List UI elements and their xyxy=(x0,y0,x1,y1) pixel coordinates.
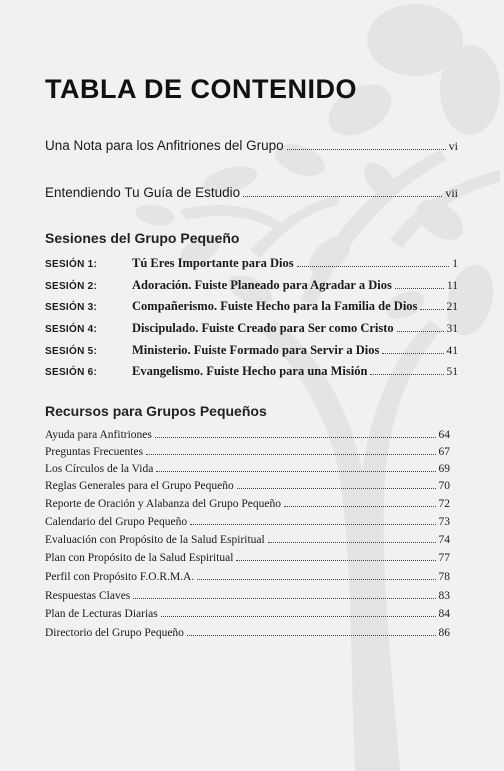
resource-page: 86 xyxy=(438,627,450,639)
dot-leader xyxy=(146,454,435,455)
dot-leader xyxy=(243,196,442,197)
dot-leader xyxy=(155,437,436,438)
session-number: SESIÓN 4: xyxy=(45,324,98,335)
toc-resource-item[interactable] xyxy=(45,552,450,564)
toc-entry-study-guide[interactable] xyxy=(45,185,458,201)
resource-page: 69 xyxy=(438,463,450,475)
toc-resource-item[interactable] xyxy=(45,627,450,639)
toc-entry-host-note[interactable] xyxy=(45,138,458,154)
resource-label: Reglas Generales para el Grupo Pequeño xyxy=(45,480,234,492)
page-title: TABLA DE CONTENIDO xyxy=(45,74,357,104)
toc-entry-page: vi xyxy=(448,139,458,153)
session-title: Adoración. Fuiste Planeado para Agradar a Dios xyxy=(132,278,392,292)
toc-resource-item[interactable] xyxy=(45,446,450,458)
session-title: Tú Eres Importante para Dios xyxy=(132,256,294,270)
dot-leader xyxy=(161,616,436,617)
toc-resource-item[interactable] xyxy=(45,571,450,583)
session-page: 21 xyxy=(446,301,458,313)
dot-leader xyxy=(420,309,443,310)
resource-page: 83 xyxy=(438,590,450,602)
session-number: SESIÓN 6: xyxy=(45,367,98,378)
resource-label: Evaluación con Propósito de la Salud Espiritual xyxy=(45,534,265,546)
session-number: SESIÓN 2: xyxy=(45,281,98,292)
toc-session-2[interactable] xyxy=(45,278,458,293)
dot-leader xyxy=(236,560,435,561)
resource-label: Preguntas Frecuentes xyxy=(45,446,144,458)
resources-heading: Recursos para Grupos Pequeños xyxy=(45,403,267,419)
resource-label: Ayuda para Anfitriones xyxy=(45,429,152,441)
toc-entry-label: Entendiendo Tu Guía de Estudio xyxy=(45,185,241,200)
toc-entry-label: Una Nota para los Anfitriones del Grupo xyxy=(45,138,284,153)
session-page: 41 xyxy=(446,345,458,357)
session-title: Evangelismo. Fuiste Hecho para una Misión xyxy=(132,364,368,378)
dot-leader xyxy=(156,471,435,472)
dot-leader xyxy=(395,288,444,289)
toc-session-3[interactable] xyxy=(45,299,458,314)
dot-leader xyxy=(382,353,443,354)
toc-resource-item[interactable] xyxy=(45,463,450,475)
toc-resource-item[interactable] xyxy=(45,534,450,546)
sessions-heading: Sesiones del Grupo Pequeño xyxy=(45,230,240,246)
session-page: 11 xyxy=(446,280,458,292)
session-number: SESIÓN 1: xyxy=(45,259,98,270)
resource-label: Calendario del Grupo Pequeño xyxy=(45,516,188,528)
dot-leader xyxy=(284,506,436,507)
resource-page: 73 xyxy=(438,516,450,528)
toc-resource-item[interactable] xyxy=(45,590,450,602)
dot-leader xyxy=(370,374,443,375)
session-page: 51 xyxy=(446,366,458,378)
resource-label: Respuestas Claves xyxy=(45,590,131,602)
toc-resource-item[interactable] xyxy=(45,498,450,510)
resource-label: Directorio del Grupo Pequeño xyxy=(45,627,184,639)
toc-resource-item[interactable] xyxy=(45,480,450,492)
session-title: Compañerismo. Fuiste Hecho para la Familia de Dios xyxy=(132,299,418,313)
resource-page: 64 xyxy=(438,429,450,441)
resource-label: Plan con Propósito de la Salud Espiritual xyxy=(45,552,234,564)
toc-session-4[interactable] xyxy=(45,321,458,336)
resource-label: Reporte de Oración y Alabanza del Grupo Pequeño xyxy=(45,498,281,510)
resource-page: 70 xyxy=(438,480,450,492)
toc-resource-item[interactable] xyxy=(45,608,450,620)
toc-resource-item[interactable] xyxy=(45,516,450,528)
session-number: SESIÓN 5: xyxy=(45,346,98,357)
dot-leader xyxy=(287,149,446,150)
dot-leader xyxy=(237,488,436,489)
session-number: SESIÓN 3: xyxy=(45,302,98,313)
toc-session-5[interactable] xyxy=(45,343,458,358)
session-title: Discipulado. Fuiste Creado para Ser como Cristo xyxy=(132,321,394,335)
dot-leader xyxy=(133,598,435,599)
session-page: 1 xyxy=(452,258,458,270)
dot-leader xyxy=(190,524,435,525)
dot-leader xyxy=(397,331,444,332)
resource-page: 84 xyxy=(438,608,450,620)
session-page: 31 xyxy=(446,323,458,335)
resource-page: 67 xyxy=(438,446,450,458)
dot-leader xyxy=(187,635,436,636)
resource-page: 77 xyxy=(438,552,450,564)
dot-leader xyxy=(268,542,436,543)
resource-label: Plan de Lecturas Diarias xyxy=(45,608,158,620)
toc-session-1[interactable] xyxy=(45,256,458,271)
resource-label: Los Círculos de la Vida xyxy=(45,463,154,475)
resource-label: Perfil con Propósito F.O.R.M.A. xyxy=(45,571,195,583)
resource-page: 78 xyxy=(438,571,450,583)
toc-entry-page: vii xyxy=(445,186,458,200)
dot-leader xyxy=(197,579,435,580)
toc-session-6[interactable] xyxy=(45,364,458,379)
resource-page: 72 xyxy=(438,498,450,510)
toc-resource-item[interactable] xyxy=(45,429,450,441)
resource-page: 74 xyxy=(438,534,450,546)
session-title: Ministerio. Fuiste Formado para Servir a Dios xyxy=(132,343,380,357)
dot-leader xyxy=(297,266,450,267)
